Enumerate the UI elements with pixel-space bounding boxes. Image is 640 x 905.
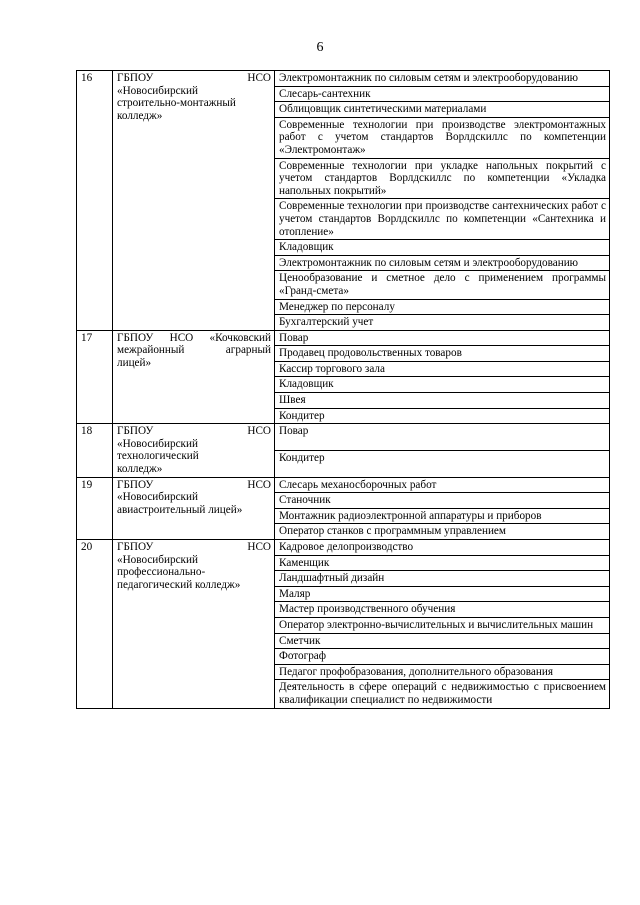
organization-name [113, 424, 275, 477]
profession-cell: Электромонтажник по силовым сетям и электрооборудованию [275, 255, 610, 271]
profession-cell: Продавец продовольственных товаров [275, 346, 610, 362]
profession-cell: Фотограф [275, 649, 610, 665]
table-row [77, 330, 610, 346]
table-row [77, 424, 610, 451]
profession-cell: Слесарь-сантехник [275, 86, 610, 102]
profession-cell: Оператор станков с программным управлением [275, 524, 610, 540]
organization-line: профессионально- [117, 566, 206, 579]
organization-line: авиастроительный лицей» [117, 503, 243, 516]
organization-line: ГБПОУ НСО [117, 541, 271, 553]
organization-line: строительно-монтажный [117, 97, 236, 110]
registry-table [76, 70, 610, 709]
organization-name [113, 330, 275, 424]
profession-cell: Педагог профобразования, дополнительного образования [275, 664, 610, 680]
row-number: 20 [77, 540, 113, 709]
profession-cell: Менеджер по персоналу [275, 299, 610, 315]
profession-cell: Ландшафтный дизайн [275, 571, 610, 587]
organization-line: «Новосибирский [117, 437, 198, 450]
profession-cell: Повар [275, 330, 610, 346]
row-number: 18 [77, 424, 113, 477]
profession-cell: Современные технологии при укладке напольных покрытий с учетом стандартов Ворлдскиллс по компетенции «Укладка напольных покрытий» [275, 158, 610, 199]
profession-cell: Современные технологии при производстве электромонтажных работ с учетом стандартов Ворлдскиллс по компетенции «Электромонтаж» [275, 117, 610, 158]
row-number: 19 [77, 477, 113, 539]
profession-cell: Маляр [275, 586, 610, 602]
profession-cell: Швея [275, 393, 610, 409]
profession-cell: Кондитер [275, 450, 610, 477]
profession-cell: Повар [275, 424, 610, 451]
organization-line: технологический [117, 450, 199, 463]
profession-cell: Каменщик [275, 555, 610, 571]
profession-cell: Слесарь механосборочных работ [275, 477, 610, 493]
profession-cell: Станочник [275, 493, 610, 509]
profession-cell: Кондитер [275, 408, 610, 424]
profession-cell: Современные технологии при производстве сантехнических работ с учетом стандартов Ворлдскиллс по компетенции «Сантехника и отопление» [275, 199, 610, 240]
registry-table-body [77, 71, 610, 709]
organization-line: колледж» [117, 463, 163, 476]
organization-line: ГБПОУ НСО [117, 478, 271, 491]
table-row [77, 540, 610, 556]
row-number: 16 [77, 71, 113, 331]
profession-cell: Монтажник радиоэлектронной аппаратуры и приборов [275, 508, 610, 524]
organization-name [113, 540, 275, 709]
profession-cell: Электромонтажник по силовым сетям и электрооборудованию [275, 71, 610, 87]
organization-line: лицей» [117, 356, 152, 369]
organization-line: «Новосибирский [117, 491, 198, 504]
organization-text [117, 479, 271, 517]
organization-line: «Новосибирский [117, 84, 198, 97]
profession-cell: Кладовщик [275, 377, 610, 393]
profession-cell: Деятельность в сфере операций с недвижимостью с присвоением квалификации специалист по недвижимости [275, 680, 610, 708]
organization-text [117, 425, 271, 475]
organization-text [117, 72, 271, 122]
profession-cell: Облицовщик синтетическими материалами [275, 102, 610, 118]
profession-cell: Кассир торгового зала [275, 361, 610, 377]
organization-line: колледж» [117, 109, 163, 122]
organization-line: межрайонный аграрный [117, 344, 271, 357]
organization-name [113, 71, 275, 331]
profession-cell: Кадровое делопроизводство [275, 540, 610, 556]
organization-line: ГБПОУ НСО [117, 425, 271, 438]
page-number: 6 [316, 40, 324, 55]
organization-line: ГБПОУ НСО [117, 72, 271, 84]
profession-cell: Оператор электронно-вычислительных и вычислительных машин [275, 617, 610, 633]
profession-cell: Сметчик [275, 633, 610, 649]
profession-cell: Ценообразование и сметное дело с применением программы «Гранд-смета» [275, 271, 610, 299]
organization-text [117, 541, 271, 591]
table-row [77, 477, 610, 493]
table-row [77, 71, 610, 87]
profession-cell: Бухгалтерский учет [275, 315, 610, 331]
organization-text [117, 332, 271, 370]
organization-line: педагогический колледж» [117, 578, 241, 591]
profession-cell: Кладовщик [275, 240, 610, 256]
organization-line: «Новосибирский [117, 553, 198, 566]
profession-cell: Мастер производственного обучения [275, 602, 610, 618]
row-number: 17 [77, 330, 113, 424]
organization-line: ГБПОУ НСО «Кочковский [117, 331, 271, 344]
organization-name [113, 477, 275, 539]
